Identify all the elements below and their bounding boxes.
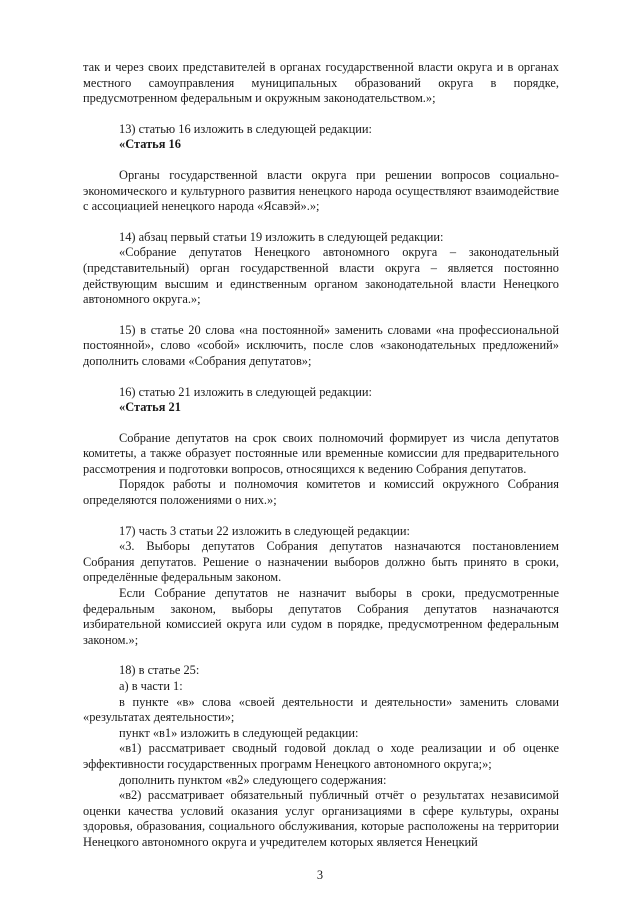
article-heading: «Статья 21 <box>119 400 181 415</box>
paragraph: а) в части 1: <box>119 679 183 693</box>
paragraph: «Собрание депутатов Ненецкого автономного округа – законодательный (представительный) орган государственной власти округа – является постоянно действующим высшим и единственным органом законодательной власти Ненецкого автономного округа.»; <box>83 245 559 307</box>
document-body <box>83 60 559 851</box>
paragraph: 15) в статье 20 слова «на постоянной» заменить словами «на профессиональной постоянной», слово «собой» исключить, после слов «законодательных предложений» дополнить словами «Собрания депутатов»; <box>83 322 559 368</box>
paragraph: Органы государственной власти округа при решении вопросов социально-экономического и культурного развития ненецкого народа осуществляют взаимодействие с ассоциацией ненецкого народа «Ясавэй».»; <box>83 167 559 214</box>
paragraph: «в1) рассматривает сводный годовой доклад о ходе реализации и об оценке эффективности государственных программ Ненецкого автономного округа;»; <box>83 741 559 771</box>
paragraph: в пункте «в» слова «своей деятельности и деятельности» заменить словами «результатах деятельности»; <box>83 694 559 725</box>
paragraph: 17) часть 3 статьи 22 изложить в следующей редакции: <box>119 523 410 538</box>
paragraph: так и через своих представителей в органах государственной власти округа и в органах местного самоуправления муниципальных образований округа в порядке, предусмотренном федеральным и окружным законодательством.»; <box>83 60 559 106</box>
paragraph: Порядок работы и полномочия комитетов и комиссий окружного Собрания определяются положениями о них.»; <box>83 477 559 508</box>
paragraph: 13) статью 16 изложить в следующей редакции: <box>119 121 372 136</box>
paragraph: дополнить пунктом «в2» следующего содержания: <box>119 772 387 787</box>
paragraph: «3. Выборы депутатов Собрания депутатов назначаются постановлением Собрания депутатов. Решение о назначении выборов должно быть принято в сроки, определённые федеральным законом. <box>83 539 559 585</box>
article-heading: «Статья 16 <box>119 137 181 152</box>
paragraph: 18) в статье 25: <box>119 663 200 678</box>
paragraph: 14) абзац первый статьи 19 изложить в следующей редакции: <box>119 229 444 244</box>
paragraph: 16) статью 21 изложить в следующей редакции: <box>119 384 372 399</box>
paragraph: пункт «в1» изложить в следующей редакции: <box>119 725 359 740</box>
page-number: 3 <box>316 868 324 882</box>
paragraph: «в2) рассматривает обязательный публичный отчёт о результатах независимой оценки качества условий оказания услуг организациями в сфере культуры, охраны здоровья, образования, социального обслуживания, которые расположены на территории Ненецкого автономного округа и учредителем которых является Ненецкий <box>83 788 559 849</box>
paragraph: Если Собрание депутатов не назначит выборы в сроки, предусмотренные федеральным законом, выборы депутатов Собрания депутатов назначаются избирательной комиссией округа или судом в порядке, предусмотренном федеральным законом.»; <box>83 586 559 647</box>
paragraph: Собрание депутатов на срок своих полномочий формирует из числа депутатов комитеты, а также образует постоянные или временные комиссии для предварительного рассмотрения и подготовки вопросов, относящихся к ведению Собрания депутатов. <box>83 430 559 476</box>
